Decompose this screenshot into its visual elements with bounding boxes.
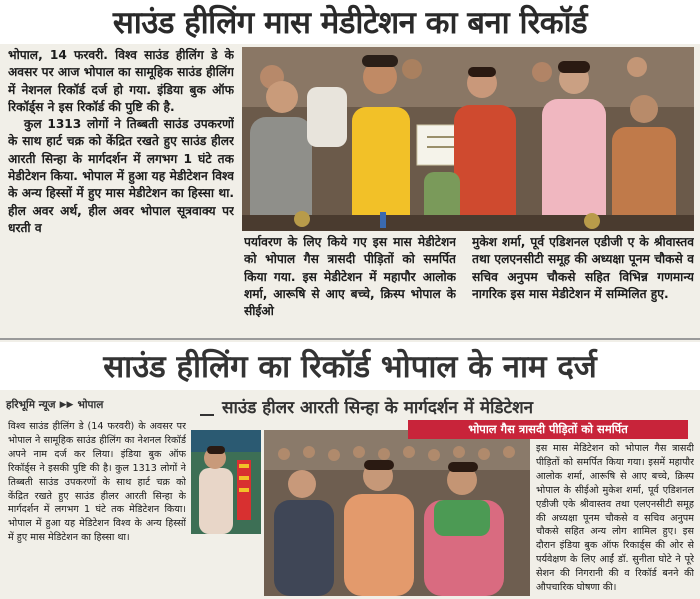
article1-headline: साउंड हीलिंग मास मेडीटेशन का बना रिकॉर्ड <box>112 5 588 41</box>
article2-column-1-text: विश्व साउंड हीलिंग डे (14 फरवरी) के अवसर पर भोपाल ने सामूहिक साउंड हीलिंग का नेशनल रिकॉर्ड अपने नाम दर्ज कर लिया। इंडिया बुक ऑफ रिकॉर्ड्स ने इसकी पुष्टि की है। कुल 1313 लोगों ने तिब्बती साउंड उपकरणों के साथ हार्ट चक्र को केंद्रित रखते हुए साउंड हीलर आरती सिन्हा के मार्गदर्शन में लगभग 1 घंटे तक मेडिटेशन किया। भोपाल में हुआ यह मेडिटेशन विश्व के अन्य हिस्सों में हुए मास मेडिटेशन का हिस्सा था। <box>8 421 186 544</box>
article1-body-paragraph: कुल 1313 लोगों ने तिब्बती साउंड उपकरणों के साथ हार्ट चक्र को केंद्रित रखते हुए साउंड हीलर आरती सिन्हा के मार्गदर्शन में लगभग 1 घंटे तक मेडीटेशन किया. भोपाल में हुआ यह मेडीटेशन विश्व के अन्य हिस्सों में हुए मास मेडीटेशन का हिस्सा था. हील अवर अर्थ, हील अवर भोपाल सूत्रवाक्य पर धरती व <box>8 117 234 235</box>
article1-column-3-text: मुकेश शर्मा, पूर्व एडिशनल एडीजी ए के श्रीवास्तव तथा एलएनसीटी समूह की अध्यक्षा पूनम चौकसे व सचिव अनुपम चौकसे सहित विभिन्न गणमान्य नागरिक इस मास मेडीटेशन में सम्मिलित हुए. <box>472 235 694 301</box>
photo-record-certificate-illustration <box>242 47 694 231</box>
article1-lead-paragraph: भोपाल, 14 फरवरी. विश्व साउंड हीलिंग डे के अवसर पर आज भोपाल का सामूहिक साउंड हीलिंग में नेशनल रिकॉर्ड दर्ज हो गया. इंडिया बुक ऑफ रिकॉर्ड्स ने इस रिकॉर्ड की पुष्टि की है. <box>8 48 234 114</box>
article1-headline-band <box>0 0 700 44</box>
article1-column-2-text: पर्यावरण के लिए किये गए इस मास मेडीटेशन को भोपाल गैस त्रासदी पीड़ितों को समर्पित किया गया. इस मेडीटेशन में महापौर आलोक शर्मा, आरूषि से आए बच्चे, क्रिस्प भोपाल के सीईओ <box>244 235 456 319</box>
article2-headline: साउंड हीलिंग का रिकॉर्ड भोपाल के नाम दर्ज <box>103 349 597 385</box>
article2-column-3 <box>536 442 694 596</box>
article2-column-3-text: इस मास मेडिटेशन को भोपाल गैस त्रासदी पीड़ितों को समर्पित किया गया। इसमें महापौर आलोक शर्मा, आरूषि से आए बच्चे, क्रिस्प भोपाल के सीईओ मुकेश शर्मा, पूर्व एडिशनल एडीजी एके श्रीवास्तव तथा एलएनसीटी समूह की अध्यक्षा पूनम चौकसे व सचिव अनुपम चौकसे सहित अन्य लोग शामिल हुए। इस दौरान इंडिया बुक ऑफ रिकार्ड्स की ओर से पर्यवेक्षण के लिए आईं डॉ. सुनीता घोटे ने पूरे सेशन की निगरानी की व रिकॉर्ड बनने की औपचारिक घोषणा की। <box>536 443 694 594</box>
photo-record-certificate <box>242 47 694 231</box>
section-divider <box>0 338 700 340</box>
photo-speaker-illustration <box>191 430 261 534</box>
subheadline-rule <box>200 414 214 416</box>
photo-speaker <box>191 430 261 534</box>
play-arrows-icon: ▶▶ <box>59 400 74 410</box>
article2-headline-band <box>0 342 700 390</box>
byline-place: भोपाल <box>77 399 104 411</box>
photo-meditation-crowd <box>264 430 530 596</box>
article1-column-3 <box>472 234 694 336</box>
article2-red-caption-bar: भोपाल गैस त्रासदी पीड़ितों को समर्पित <box>408 420 688 439</box>
article2-byline <box>6 396 196 414</box>
article1-column-1 <box>8 47 234 335</box>
photo-meditation-crowd-illustration <box>264 430 530 596</box>
article2-subheadline: साउंड हीलर आरती सिन्हा के मार्गदर्शन में मेडिटेशन <box>222 398 534 418</box>
byline-source: हरिभूमि न्यूज <box>6 399 56 411</box>
article1-column-2 <box>244 234 456 336</box>
article2-column-1 <box>8 420 186 596</box>
